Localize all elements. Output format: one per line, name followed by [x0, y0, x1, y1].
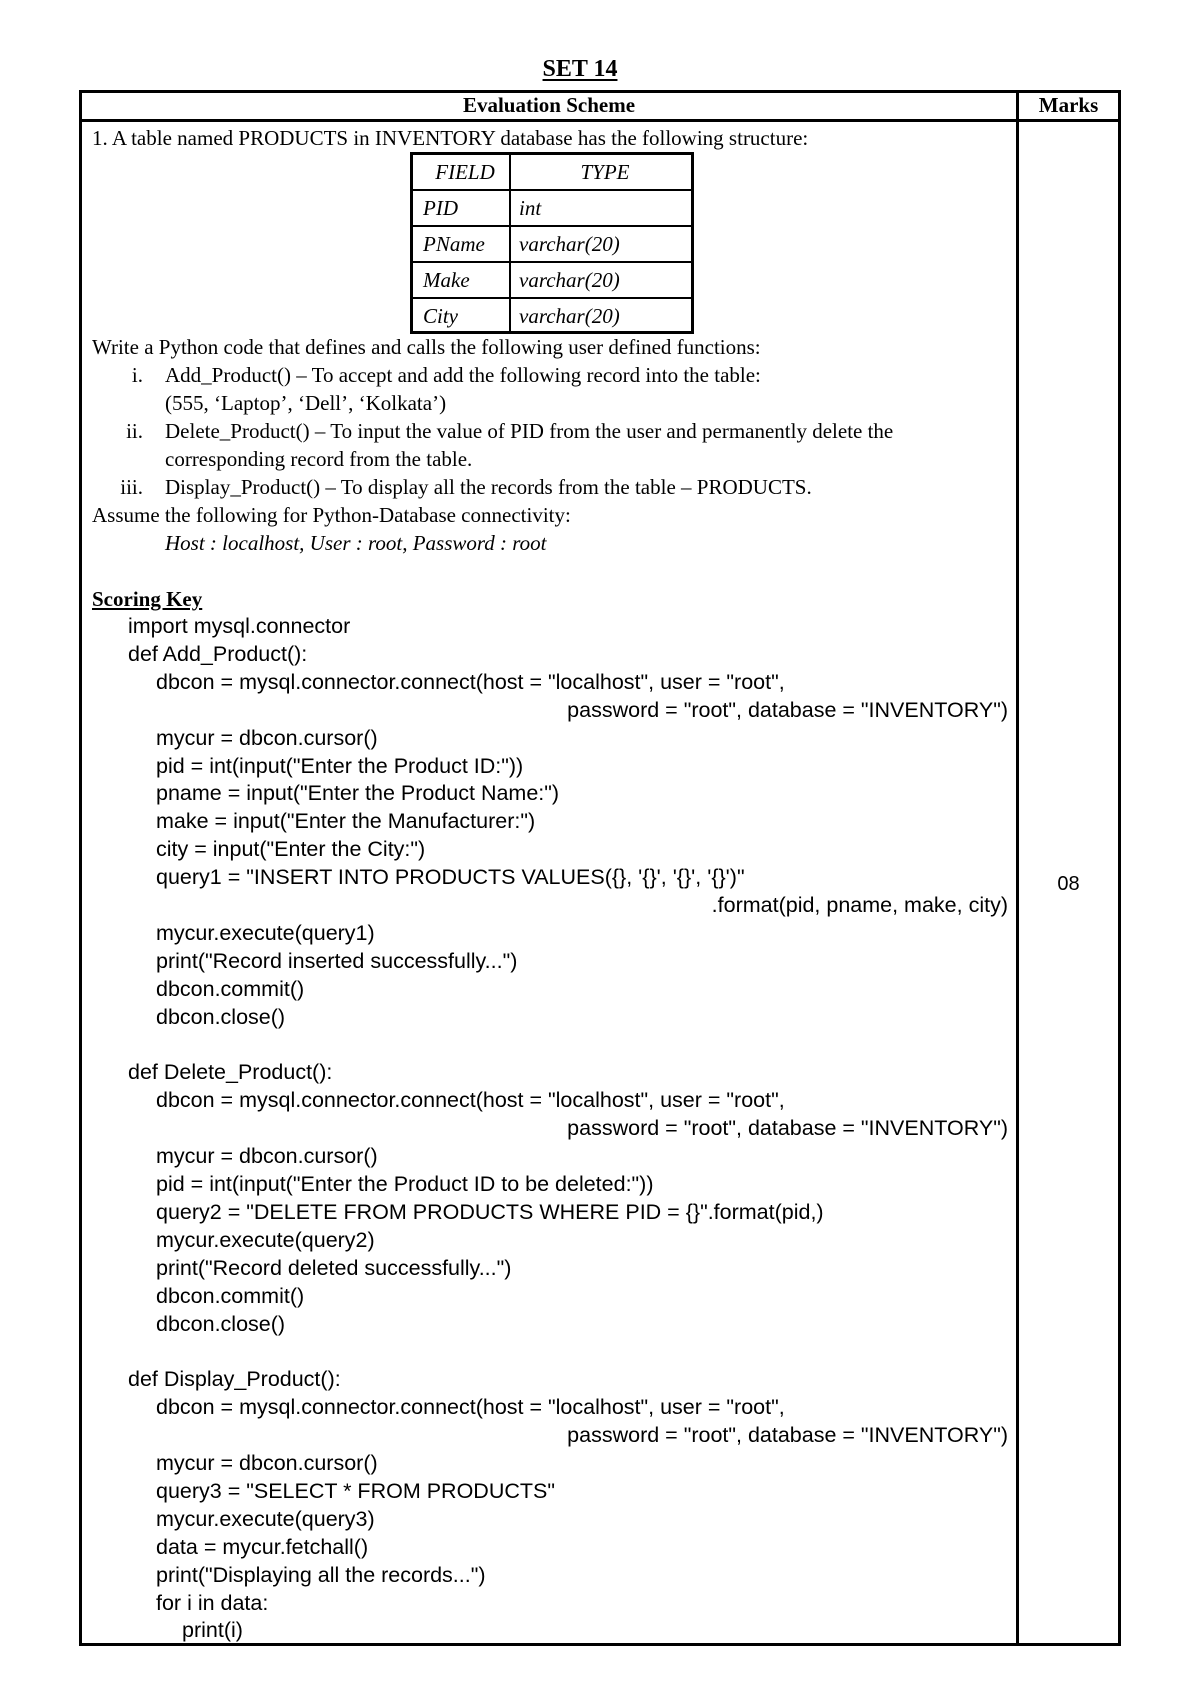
code-line: make = input("Enter the Manufacturer:") — [156, 809, 536, 834]
code-line: dbcon.commit() — [156, 1283, 305, 1308]
column-divider — [1016, 90, 1019, 1646]
code-line: query2 = "DELETE FROM PRODUCTS WHERE PID = {}".format(pid,) — [156, 1199, 824, 1224]
code-line: dbcon.close() — [156, 1004, 286, 1029]
code-line: def Delete_Product(): — [128, 1060, 333, 1085]
code-line: print("Displaying all the records...") — [156, 1562, 486, 1587]
item-text: Add_Product() – To accept and add the following record into the table: — [165, 363, 761, 387]
code-line: city = input("Enter the City:") — [156, 837, 426, 862]
table-cell-type: varchar(20) — [519, 232, 620, 256]
code-line: .format(pid, pname, make, city) — [711, 893, 1008, 917]
code-line: print("Record inserted successfully...") — [156, 948, 518, 973]
code-line: password = "root", database = "INVENTORY") — [567, 697, 1008, 722]
table-cell-field: PID — [423, 196, 458, 220]
table-header-field: FIELD — [435, 160, 495, 184]
item-text: (555, ‘Laptop’, ‘Dell’, ‘Kolkata’) — [165, 391, 447, 415]
code-line: dbcon = mysql.connector.connect(host = "localhost", user = "root", — [156, 1395, 785, 1420]
code-line: mycur.execute(query1) — [156, 920, 375, 945]
code-line: def Display_Product(): — [128, 1367, 341, 1392]
code-block — [0, 612, 1016, 1642]
field-type-table — [410, 152, 694, 334]
assume-text: Assume the following for Python-Database connectivity: — [92, 503, 571, 527]
table-cell-field: PName — [423, 232, 485, 256]
code-line: mycur = dbcon.cursor() — [156, 1451, 378, 1475]
code-line: dbcon = mysql.connector.connect(host = "localhost", user = "root", — [156, 669, 785, 694]
item-text: Display_Product() – To display all the records from the table – PRODUCTS. — [165, 475, 812, 499]
code-line: pid = int(input("Enter the Product ID to be deleted:")) — [156, 1172, 654, 1196]
code-line: print("Record deleted successfully...") — [156, 1255, 512, 1280]
code-line: dbcon = mysql.connector.connect(host = "localhost", user = "root", — [156, 1088, 785, 1113]
code-line: password = "root", database = "INVENTORY") — [567, 1423, 1008, 1448]
item-number: i. — [131, 363, 143, 387]
question-instruction: Write a Python code that defines and calls the following user defined functions: — [92, 335, 761, 359]
code-line: query1 = "INSERT INTO PRODUCTS VALUES({}, '{}', '{}', '{}')" — [156, 865, 745, 890]
item-number: iii. — [120, 475, 143, 499]
code-line: print(i) — [182, 1618, 243, 1643]
item-number: ii. — [126, 419, 143, 443]
credentials-text: Host : localhost, User : root, Password : root — [165, 531, 547, 555]
code-line: dbcon.commit() — [156, 976, 305, 1001]
item-text: corresponding record from the table. — [165, 447, 473, 471]
code-line: data = mycur.fetchall() — [156, 1534, 369, 1559]
code-line: mycur = dbcon.cursor() — [156, 1144, 378, 1169]
table-cell-type: varchar(20) — [519, 268, 620, 292]
header-divider — [79, 119, 1121, 122]
code-line: pname = input("Enter the Product Name:") — [156, 781, 560, 806]
code-line: mycur.execute(query2) — [156, 1227, 375, 1252]
table-cell-type: varchar(20) — [519, 304, 620, 328]
marks-header: Marks — [1038, 93, 1099, 117]
table-header-type: TYPE — [580, 160, 630, 184]
item-text: Delete_Product() – To input the value of PID from the user and permanently delete the — [165, 419, 894, 443]
set-title: SET 14 — [542, 56, 618, 82]
code-line: password = "root", database = "INVENTORY") — [567, 1116, 1008, 1141]
code-line: query3 = "SELECT * FROM PRODUCTS" — [156, 1478, 555, 1503]
code-line: for i in data: — [156, 1590, 269, 1615]
code-line: pid = int(input("Enter the Product ID:")) — [156, 753, 524, 778]
code-line: import mysql.connector — [128, 614, 351, 638]
table-cell-field: City — [423, 304, 458, 328]
marks-value: 08 — [1057, 873, 1080, 895]
scoring-key-heading: Scoring Key — [92, 587, 203, 611]
question-intro: 1. A table named PRODUCTS in INVENTORY database has the following structure: — [92, 126, 809, 150]
evaluation-scheme-header: Evaluation Scheme — [462, 93, 636, 117]
code-line: def Add_Product(): — [128, 641, 308, 666]
table-cell-type: int — [519, 196, 542, 220]
code-line: mycur.execute(query3) — [156, 1506, 375, 1531]
table-cell-field: Make — [423, 268, 470, 292]
code-line: mycur = dbcon.cursor() — [156, 725, 378, 750]
code-line: dbcon.close() — [156, 1311, 286, 1336]
